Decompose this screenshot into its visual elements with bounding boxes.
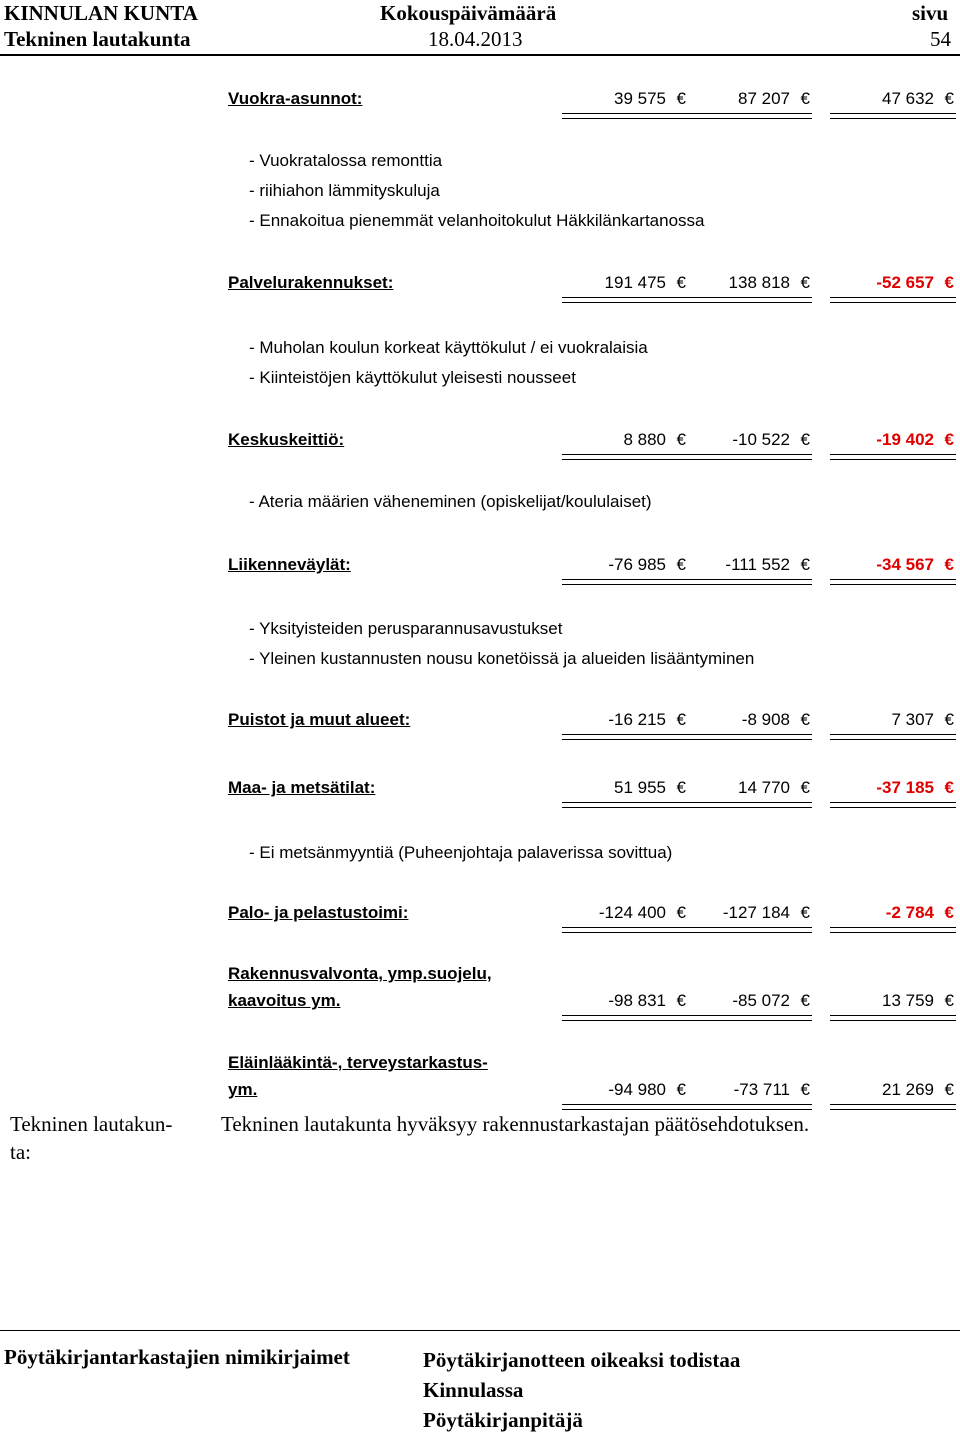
municipality-name: KINNULAN KUNTA [4,1,198,25]
row-label: Maa- ja metsätilat: [228,778,376,797]
value-cell [830,710,956,730]
footer-initials-label: Pöytäkirjantarkastajien nimikirjaimet [4,1345,350,1369]
row-label-line: kaavoitus ym. [228,991,341,1010]
euro-symbol: € [676,991,686,1010]
row-label: Palo- ja pelastustoimi: [228,903,409,922]
footer-certification-line: Pöytäkirjanotteen oikeaksi todistaa [423,1348,741,1372]
value-cell [562,430,688,450]
amount-value: 13 759 [882,991,934,1010]
euro-symbol: € [676,778,686,797]
euro-symbol: € [800,991,810,1010]
amount-value: -98 831 [608,991,666,1010]
value-cell [562,1080,688,1100]
amount-value: -124 400 [598,903,666,922]
euro-symbol: € [676,710,686,729]
amount-value: -16 215 [608,710,666,729]
amount-value: -52 657 [876,273,934,292]
row-label: Vuokra-asunnot: [228,89,363,108]
double-underline [562,1015,688,1021]
footer-rule [0,1330,960,1331]
double-underline [686,113,812,119]
amount-value: 47 632 [882,89,934,108]
note-line: - Ateria määrien väheneminen (opiskelijat/koululaiset) [249,492,652,511]
footer-certification-line: Pöytäkirjanpitäjä [423,1408,583,1432]
value-cell [686,273,812,293]
euro-symbol: € [944,1080,954,1099]
amount-value: -73 711 [733,1080,790,1099]
value-cell [686,778,812,798]
amount-value: -34 567 [876,555,934,574]
row-label-line: Eläinlääkintä-, terveystarkastus- [228,1053,488,1072]
value-cell [830,1080,956,1100]
value-cell [562,555,688,575]
amount-value: -37 185 [876,778,934,797]
header-rule [0,54,960,56]
value-cell [562,89,688,109]
double-underline [830,579,956,585]
euro-symbol: € [676,89,686,108]
row-label: Palvelurakennukset: [228,273,394,292]
row-label-line: ym. [228,1080,258,1099]
row-label: Puistot ja muut alueet: [228,710,411,729]
value-cell [562,273,688,293]
value-cell [562,778,688,798]
euro-symbol: € [800,273,810,292]
euro-symbol: € [676,273,686,292]
amount-value: -10 522 [732,430,790,449]
double-underline [830,802,956,808]
note-line: - Kiinteistöjen käyttökulut yleisesti nousseet [249,368,576,387]
euro-symbol: € [800,903,810,922]
note-line: - Yksityisteiden perusparannusavustukset [249,619,563,638]
value-cell [830,991,956,1011]
page-label: sivu [912,1,949,25]
euro-symbol: € [800,430,810,449]
value-cell [686,430,812,450]
euro-symbol: € [944,430,954,449]
euro-symbol: € [676,1080,686,1099]
euro-symbol: € [676,903,686,922]
euro-symbol: € [676,430,686,449]
double-underline [562,113,688,119]
double-underline [830,1015,956,1021]
value-cell [686,89,812,109]
euro-symbol: € [800,778,810,797]
amount-value: 138 818 [728,273,790,292]
amount-value: 8 880 [623,430,666,449]
double-underline [830,1104,956,1110]
note-line: - Muholan koulun korkeat käyttökulut / ei vuokralaisia [249,338,648,357]
footer-certification-line: Kinnulassa [423,1378,524,1402]
note-line: - Yleinen kustannusten nousu konetöissä ja alueiden lisääntyminen [249,649,755,668]
amount-value: -94 980 [608,1080,666,1099]
amount-value: -127 184 [722,903,790,922]
value-cell [830,778,956,798]
euro-symbol: € [944,273,954,292]
row-label: Liikenneväylät: [228,555,351,574]
amount-value: 14 770 [738,778,790,797]
double-underline [562,579,688,585]
double-underline [830,734,956,740]
double-underline [830,927,956,933]
value-cell [686,555,812,575]
double-underline [562,297,688,303]
value-cell [686,903,812,923]
amount-value: 87 207 [738,89,790,108]
decision-side-label-line: ta: [10,1140,31,1164]
note-line: - Ennakoitua pienemmät velanhoitokulut Häkkilänkartanossa [249,211,705,230]
double-underline [830,297,956,303]
double-underline [686,297,812,303]
meeting-date: 18.04.2013 [428,27,523,51]
row-label-line: Rakennusvalvonta, ymp.suojelu, [228,964,492,983]
footer-certification [423,1345,740,1435]
value-cell [686,710,812,730]
euro-symbol: € [800,89,810,108]
euro-symbol: € [800,1080,810,1099]
decision-side-label [10,1110,172,1166]
value-cell [562,710,688,730]
amount-value: -111 552 [725,555,790,574]
value-cell [830,555,956,575]
decision-text: Tekninen lautakunta hyväksyy rakennustarkastajan päätösehdotuksen. [221,1112,810,1136]
double-underline [562,802,688,808]
euro-symbol: € [944,555,954,574]
double-underline [562,454,688,460]
double-underline [686,734,812,740]
note-line: - riihiahon lämmityskuluja [249,181,440,200]
amount-value: 51 955 [614,778,666,797]
decision-side-label-line: Tekninen lautakun- [10,1112,173,1136]
value-cell [686,1080,812,1100]
double-underline [562,734,688,740]
amount-value: 191 475 [604,273,666,292]
value-cell [830,273,956,293]
value-cell [830,430,956,450]
note-line: - Vuokratalossa remonttia [249,151,443,170]
euro-symbol: € [800,710,810,729]
double-underline [830,113,956,119]
value-cell [562,903,688,923]
row-label: Keskuskeittiö: [228,430,345,449]
euro-symbol: € [944,991,954,1010]
double-underline [686,454,812,460]
value-cell [686,991,812,1011]
amount-value: -8 908 [741,710,790,729]
euro-symbol: € [944,778,954,797]
note-line: - Ei metsänmyyntiä (Puheenjohtaja palaverissa sovittua) [249,843,673,862]
amount-value: -19 402 [876,430,934,449]
euro-symbol: € [676,555,686,574]
euro-symbol: € [944,710,954,729]
meeting-date-label: Kokouspäivämäärä [380,1,557,25]
amount-value: -85 072 [732,991,790,1010]
page-number: 54 [930,27,951,51]
double-underline [686,579,812,585]
amount-value: -76 985 [608,555,666,574]
amount-value: 39 575 [614,89,666,108]
board-name: Tekninen lautakunta [4,27,191,51]
double-underline [686,927,812,933]
euro-symbol: € [944,903,954,922]
double-underline [562,927,688,933]
value-cell [830,903,956,923]
amount-value: 21 269 [882,1080,934,1099]
double-underline [686,1015,812,1021]
double-underline [686,802,812,808]
value-cell [830,89,956,109]
amount-value: 7 307 [891,710,934,729]
euro-symbol: € [800,555,810,574]
euro-symbol: € [944,89,954,108]
double-underline [830,454,956,460]
amount-value: -2 784 [885,903,934,922]
value-cell [562,991,688,1011]
